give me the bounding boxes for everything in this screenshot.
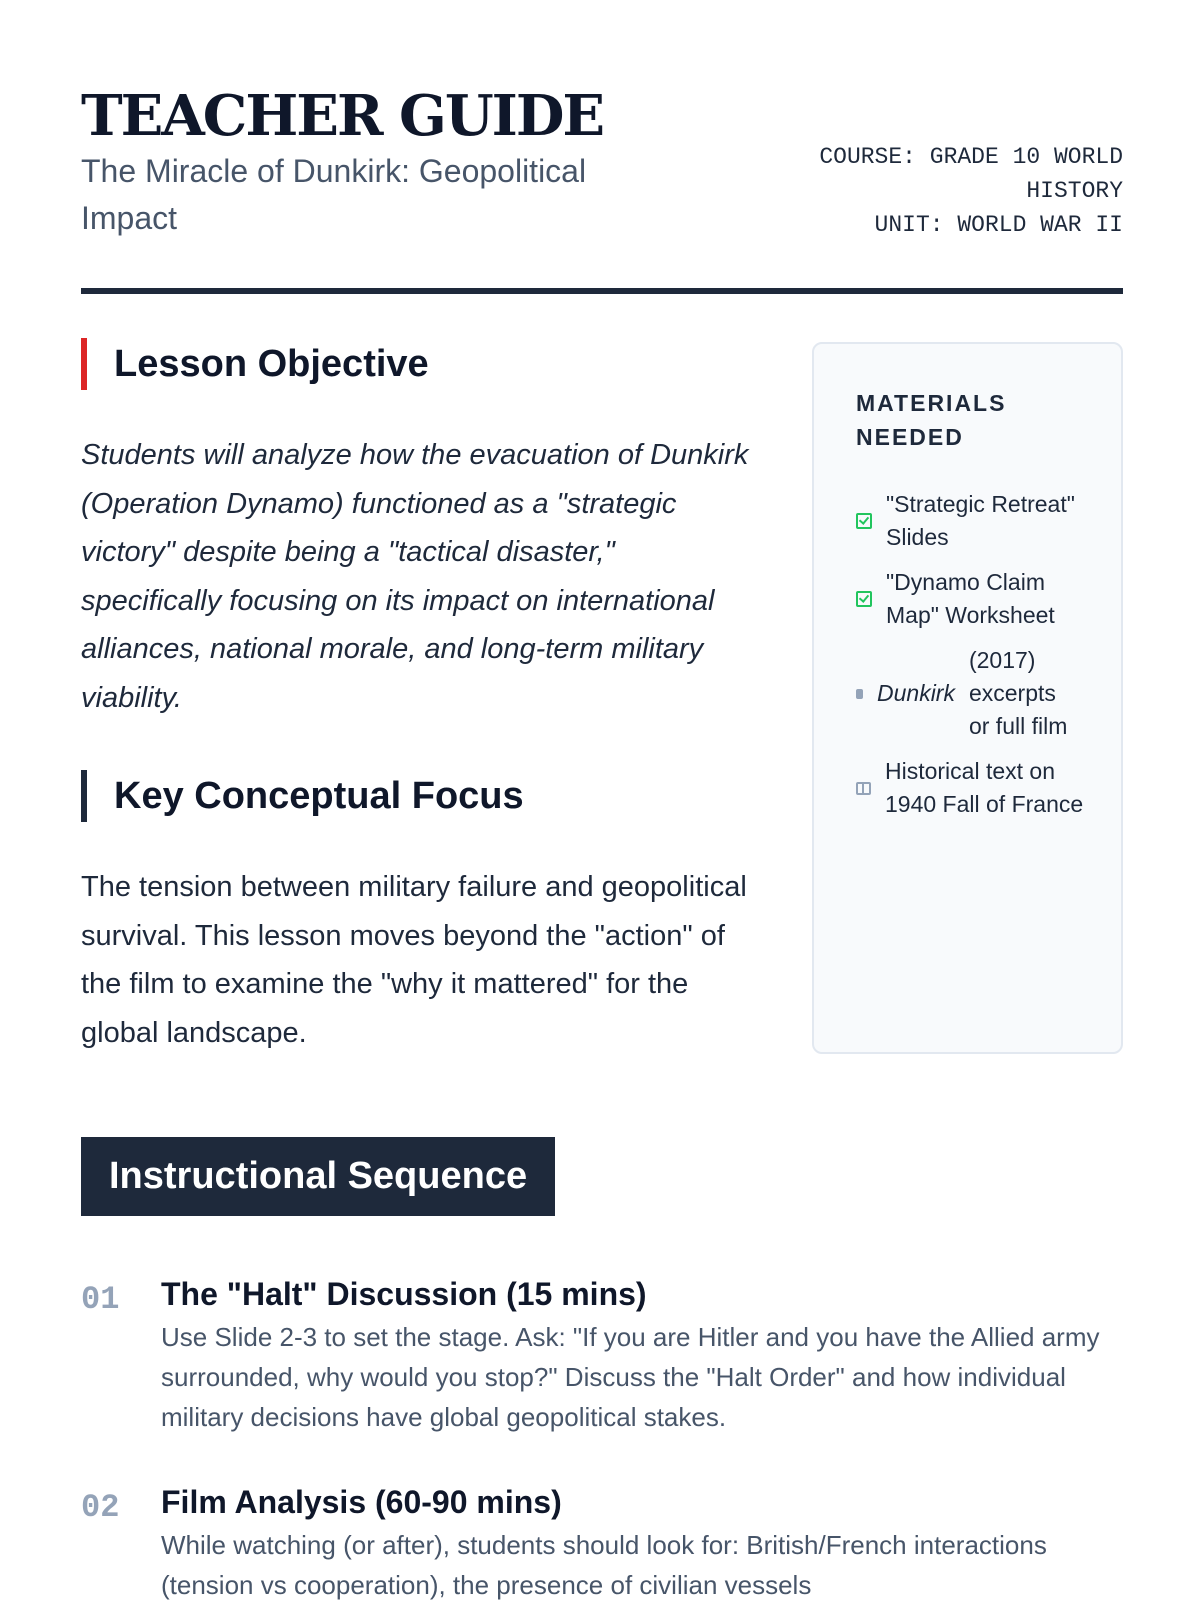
sequence-heading: Instructional Sequence <box>81 1137 555 1216</box>
course-meta <box>793 140 1123 242</box>
objective-text: Students will analyze how the evacuation of Dunkirk (Operation Dynamo) functioned as a "strategic victory" despite being a "tactical disaster," specifically focusing on its impact on international alliances, national morale, and long-term military viability. <box>81 439 749 714</box>
step-description: While watching (or after), students should look for: British/French interactions (tension vs cooperation), the presence of civilian vessels <box>161 1530 1047 1600</box>
guide-header <box>81 0 1123 294</box>
film-title: Dunkirk <box>877 680 955 706</box>
document-title: TEACHER GUIDE <box>81 83 604 149</box>
materials-title: MATERIALS NEEDED <box>856 390 1007 450</box>
book-icon <box>856 782 871 795</box>
material-label: Historical text on 1940 Fall of France <box>885 758 1084 817</box>
material-label: (2017) excerpts or full film <box>968 647 1068 739</box>
material-label: "Dynamo Claim Map" Worksheet <box>886 569 1055 628</box>
materials-list <box>856 488 1091 821</box>
list-item <box>856 755 1091 821</box>
step-number: 01 <box>81 1281 120 1318</box>
main-column <box>81 338 761 1057</box>
objective-heading: Lesson Objective <box>81 338 761 390</box>
step-title: Film Analysis (60-90 mins) <box>161 1484 562 1520</box>
material-label: "Strategic Retreat" Slides <box>886 491 1075 550</box>
step-description: Use Slide 2-3 to set the stage. Ask: "If you are Hitler and you have the Allied army surrounded, why would you stop?" Discuss the "Halt Order" and how individual military decisions have global geopolitical stakes. <box>161 1322 1100 1432</box>
list-item <box>856 644 1091 743</box>
unit-label: UNIT: WORLD WAR II <box>874 212 1123 238</box>
film-icon <box>856 689 863 699</box>
step-title: The "Halt" Discussion (15 mins) <box>161 1276 647 1312</box>
step-number: 02 <box>81 1489 120 1526</box>
teacher-guide-page <box>81 0 1123 1600</box>
focus-heading: Key Conceptual Focus <box>81 770 761 822</box>
course-label: COURSE: GRADE 10 WORLD HISTORY <box>819 144 1123 204</box>
check-icon <box>856 513 872 529</box>
list-item <box>856 566 1091 632</box>
focus-text: The tension between military failure and geopolitical survival. This lesson moves beyond the "action" of the film to examine the "why it mattered" for the global landscape. <box>81 871 747 1049</box>
materials-panel <box>812 342 1123 1054</box>
list-item <box>856 488 1091 554</box>
check-icon <box>856 591 872 607</box>
lesson-subtitle: The Miracle of Dunkirk: Geopolitical Impact <box>81 153 587 236</box>
step-body <box>161 1271 1123 1437</box>
step-body <box>161 1479 1123 1605</box>
